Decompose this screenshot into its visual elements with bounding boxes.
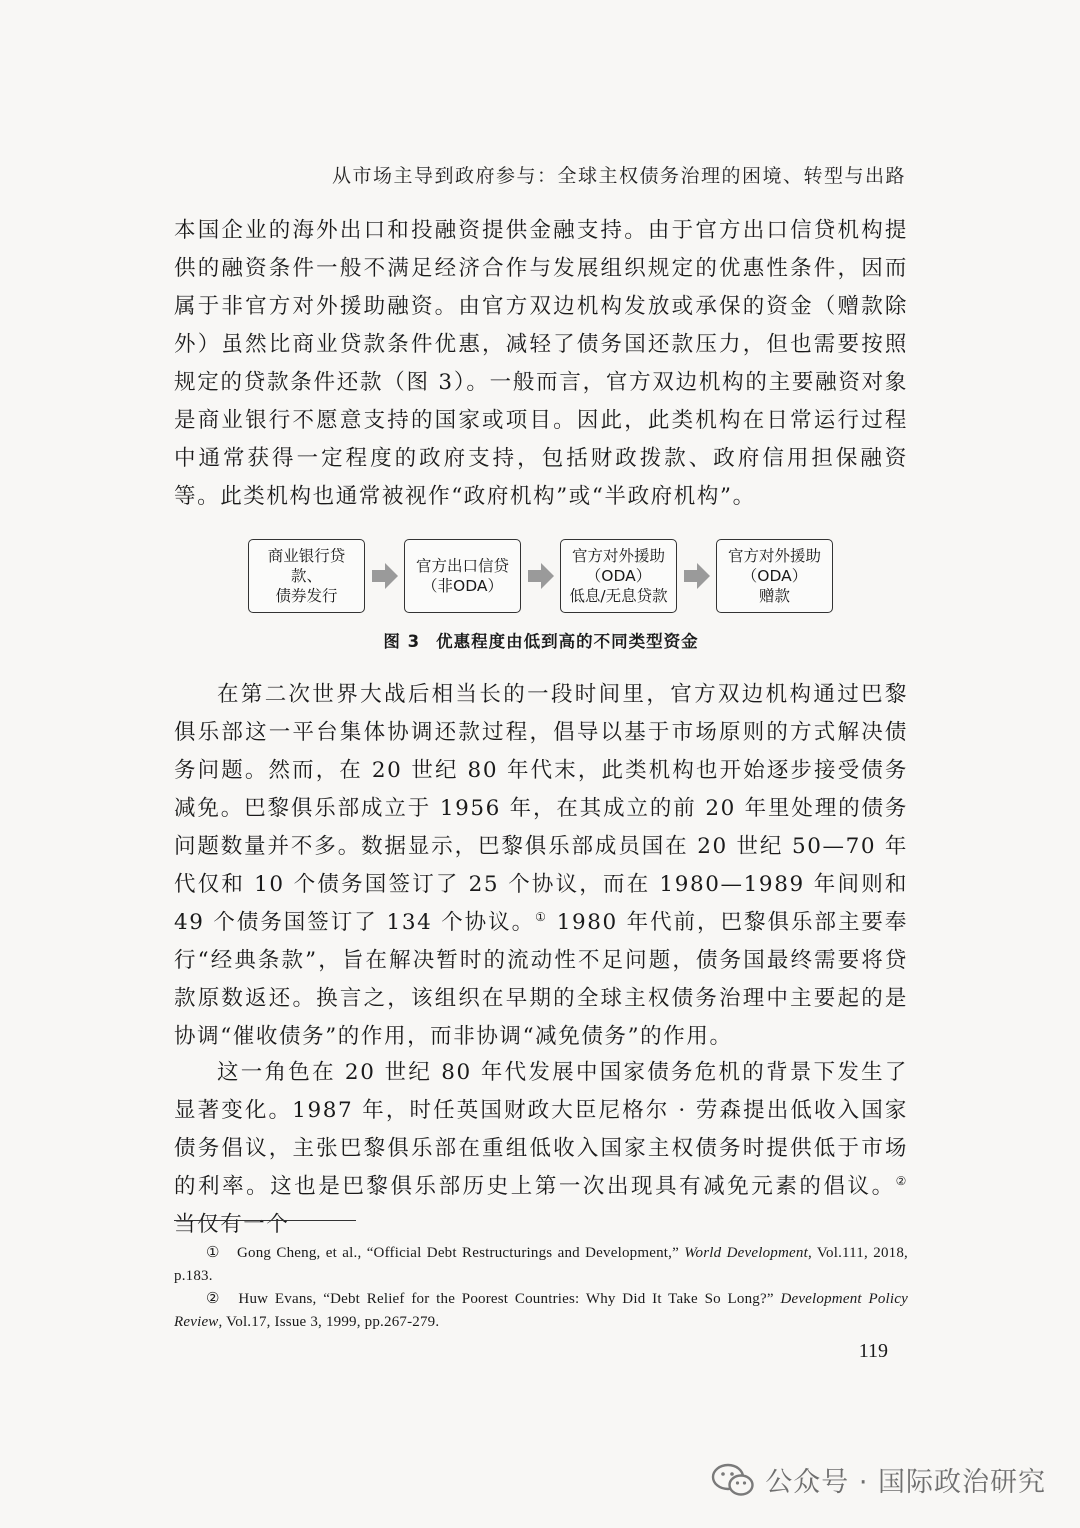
figure-3-flowchart [248, 536, 833, 616]
arrow-right-icon [528, 563, 554, 589]
watermark-text: 公众号 · 国际政治研究 [765, 1467, 1046, 1498]
arrow-right-icon [372, 563, 398, 589]
figure-caption-number: 图 3 [383, 632, 421, 651]
fig-box-line: 商业银行贷款、 [267, 547, 346, 585]
wechat-icon [711, 1462, 755, 1498]
fig-box-line: 官方对外援助 [727, 547, 821, 565]
fig-box-line: 官方出口信贷 [415, 557, 509, 575]
fig-box-oda-loan [560, 539, 677, 613]
footnote-journal: Development Policy Review [174, 1291, 908, 1330]
footnote-ref-2[interactable]: ② [895, 1174, 908, 1188]
paragraph-text: 当仅有一个 [174, 1212, 290, 1237]
fig-box-line: （ODA） [585, 567, 652, 585]
fig-box-line: （非ODA） [422, 577, 503, 595]
footnote-1 [174, 1242, 908, 1288]
fig-box-line: 债券发行 [275, 587, 338, 605]
paragraph-text: 在第二次世界大战后相当长的一段时间里，官方双边机构通过巴黎俱乐部这一平台集体协调还款过程，倡导以基于市场原则的方式解决债务问题。然而，在 20 世纪 80 年代末，此类机构也开始逐步接受债务减免。巴黎俱乐部成立于 1956 年，在其成立的前 20 年里处理的债务问题数量并不多。数据显示，巴黎俱乐部成员国在 20 世纪 50—70 年代仅和 10 个债务国签订了 25 个协议，而在 1980—1989 年间则和 49 个债务国签订了 134 个协议。 [174, 682, 908, 935]
arrow-right-icon [684, 563, 710, 589]
footnote-text: Huw Evans, “Debt Relief for the Poorest Countries: Why Did It Take So Long?” [238, 1291, 781, 1307]
fig-box-export-credit [404, 539, 521, 613]
fig-box-line: 赠款 [758, 587, 790, 605]
figure-caption [174, 628, 908, 652]
paragraph-text: 1980 年代前，巴黎俱乐部主要奉行“经典条款”，旨在解决暂时的流动性不足问题，债务国最终需要将贷款原数返还。换言之，该组织在早期的全球主权债务治理中主要起的是协调“催收债务”的作用，而非协调“减免债务”的作用。 [174, 910, 909, 1049]
body-paragraph-1: 本国企业的海外出口和投融资提供金融支持。由于官方出口信贷机构提供的融资条件一般不满足经济合作与发展组织规定的优惠性条件，因而属于非官方对外援助融资。由官方双边机构发放或承保的资金（赠款除外）虽然比商业贷款条件优惠，减轻了债务国还款压力，但也需要按照规定的贷款条件还款（图 3）。一般而言，官方双边机构的主要融资对象是商业银行不愿意支持的国家或项目。因此，此类机构在日常运行过程中通常获得一定程度的政府支持，包括财政拨款、政府信用担保融资等。此类机构也通常被视作“政府机构”或“半政府机构”。 [174, 218, 908, 509]
paragraph-text: 这一角色在 20 世纪 80 年代发展中国家债务危机的背景下发生了显著变化。1987 年，时任英国财政大臣尼格尔 · 劳森提出低收入国家债务倡议，主张巴黎俱乐部在重组低收入国家主权债务时提供低于市场的利率。这也是巴黎俱乐部历史上第一次出现具有减免元素的倡议。 [174, 1060, 908, 1199]
footnote-text: Gong Cheng, et al., “Official Debt Restructurings and Development,” [236, 1245, 685, 1261]
running-head: 从市场主导到政府参与：全球主权债务治理的困境、转型与出路 [331, 165, 906, 187]
figure-caption-text: 优惠程度由低到高的不同类型资金 [436, 632, 699, 651]
watermark [711, 1460, 1046, 1499]
footnote-text: , Vol.111, 2018, p.183. [174, 1245, 908, 1284]
footnote-divider [174, 1220, 356, 1221]
footnote-journal: World Development [684, 1245, 808, 1261]
footnote-2 [174, 1288, 908, 1334]
body-paragraph-2 [174, 676, 908, 1056]
page-number: 119 [858, 1340, 888, 1362]
footnote-text: , Vol.17, Issue 3, 1999, pp.267-279. [218, 1314, 440, 1330]
fig-box-oda-grant [716, 539, 833, 613]
fig-box-line: 低息/无息贷款 [569, 587, 668, 605]
body-paragraph-3 [174, 1054, 908, 1244]
footnote-ref-1[interactable]: ① [535, 910, 548, 924]
fig-box-commercial [248, 539, 365, 613]
footnote-mark: ① [206, 1245, 221, 1261]
footnote-mark: ② [206, 1291, 223, 1307]
fig-box-line: 官方对外援助 [571, 547, 665, 565]
fig-box-line: （ODA） [741, 567, 808, 585]
